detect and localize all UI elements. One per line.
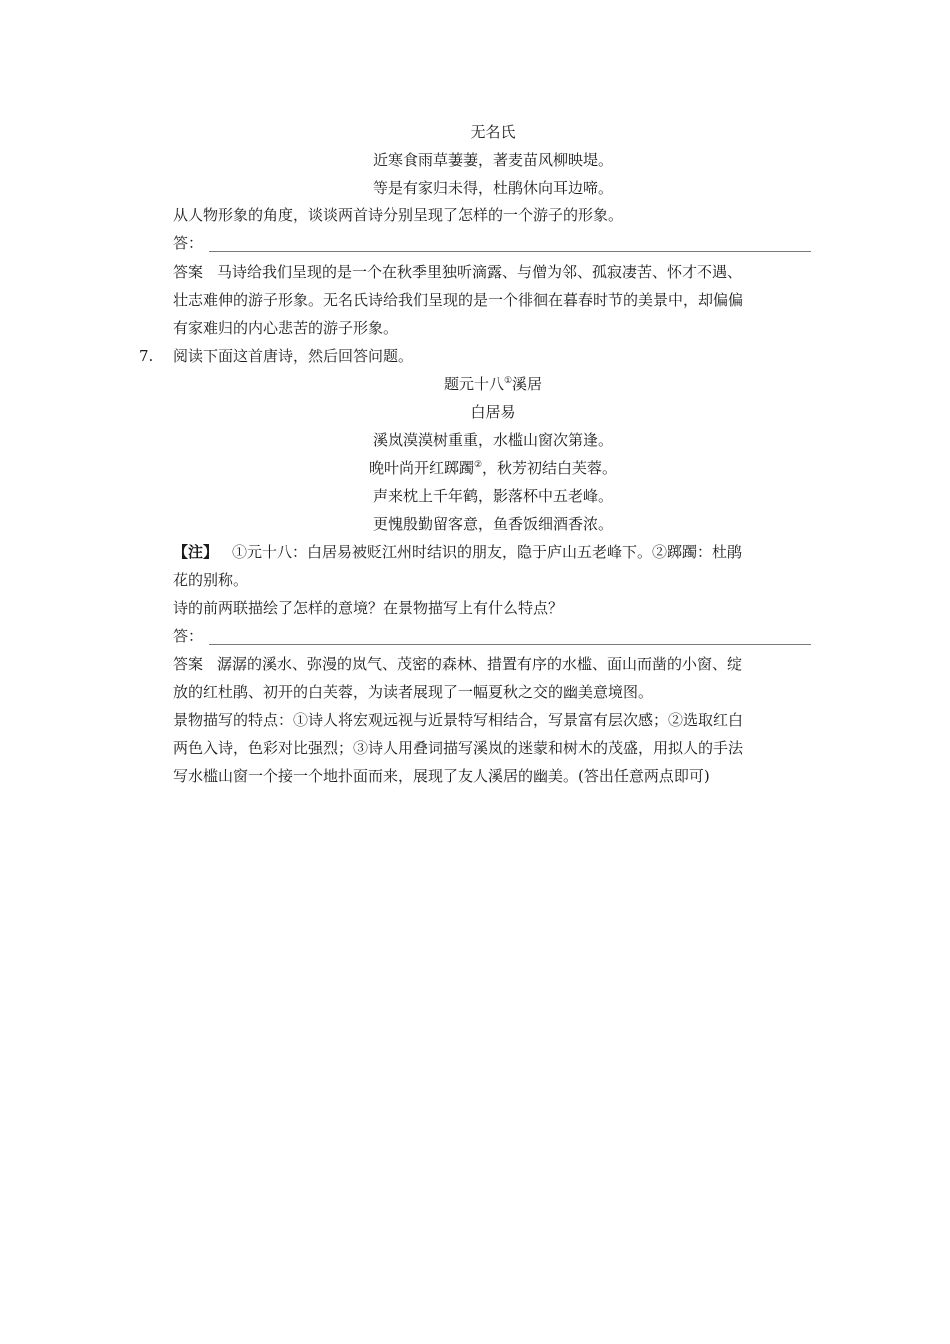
- question7-answer-label: 答案: [173, 655, 204, 673]
- note-text-1: ①元十八：白居易被贬江州时结识的朋友，隐于庐山五老峰下。②踯躅：杜鹃: [232, 543, 743, 561]
- feature-line-1: 景物描写的特点：①诗人将宏观远视与近景特写相结合，写景富有层次感；②选取红白: [173, 711, 744, 729]
- poem2-title-b: 溪居: [512, 375, 543, 393]
- note-line-1: [173, 542, 742, 562]
- poem2-line-2-a: 晚叶尚开红踯躅: [368, 459, 474, 477]
- poem2-line-4: 更愧殷勤留客意，鱼香饭细酒香浓。: [372, 515, 613, 533]
- poem2-title-a: 题元十八: [443, 375, 504, 393]
- question7-answer-line-2: 放的红杜鹃、初开的白芙蓉，为读者展现了一幅夏秋之交的幽美意境图。: [173, 683, 654, 701]
- question6-prompt: 从人物形象的角度，谈谈两首诗分别呈现了怎样的一个游子的形象。: [173, 206, 624, 224]
- question6-answer-line-1: [173, 262, 742, 282]
- question7-prompt: 诗的前两联描绘了怎样的意境？在景物描写上有什么特点？: [173, 599, 564, 617]
- question6-answer-line-2: 壮志难伸的游子形象。无名氏诗给我们呈现的是一个徘徊在暮春时节的美景中，却偏偏: [173, 291, 744, 309]
- poem2-line-2-b: ，秋芳初结白芙蓉。: [482, 459, 618, 477]
- poem2-title: [18, 374, 950, 394]
- question6-answer-prefix: 答：: [173, 234, 204, 252]
- question6-answer-blank: [209, 250, 811, 252]
- question7-answer-prefix: 答：: [173, 627, 204, 645]
- poem2-line-1: 溪岚漠漠树重重，水槛山窗次第逢。: [372, 431, 613, 449]
- question7-answer-text-1: 潺潺的溪水、弥漫的岚气、茂密的森林、措置有序的水槛、面山而凿的小窗、绽: [217, 655, 743, 673]
- note-line-2: 花的别称。: [173, 571, 249, 589]
- question6-answer-text-1: 马诗给我们呈现的是一个在秋季里独听滴露、与僧为邻、孤寂凄苦、怀才不遇、: [217, 263, 743, 281]
- poem2-line-2: [18, 458, 950, 478]
- poem1-line-1: 近寒食雨草萋萋，著麦苗风柳映堤。: [372, 151, 613, 169]
- question6-answer-line-3: 有家难归的内心悲苦的游子形象。: [173, 319, 399, 337]
- note-label: 【注】: [173, 543, 219, 561]
- poem1-line-2: 等是有家归未得，杜鹃休向耳边啼。: [372, 179, 613, 197]
- question7-intro: 阅读下面这首唐诗，然后回答问题。: [173, 347, 414, 365]
- question7-answer-line-1: [173, 654, 742, 674]
- poem2-line-3: 声来枕上千年鹤，影落杯中五老峰。: [372, 487, 613, 505]
- poem2-author: 白居易: [470, 403, 516, 421]
- poem1-author: 无名氏: [470, 123, 516, 141]
- feature-line-2: 两色入诗，色彩对比强烈；③诗人用叠词描写溪岚的迷蒙和树木的茂盛，用拟人的手法: [173, 739, 744, 757]
- question6-answer-label: 答案: [173, 263, 204, 281]
- feature-line-3: 写水槛山窗一个接一个地扑面而来，展现了友人溪居的幽美。(答出任意两点即可): [173, 767, 710, 785]
- question7-answer-blank: [209, 643, 811, 645]
- poem2-title-footnote-mark: ①: [503, 376, 513, 386]
- question7-number: 7.: [139, 347, 154, 365]
- poem2-line-2-footnote-mark: ②: [473, 460, 483, 470]
